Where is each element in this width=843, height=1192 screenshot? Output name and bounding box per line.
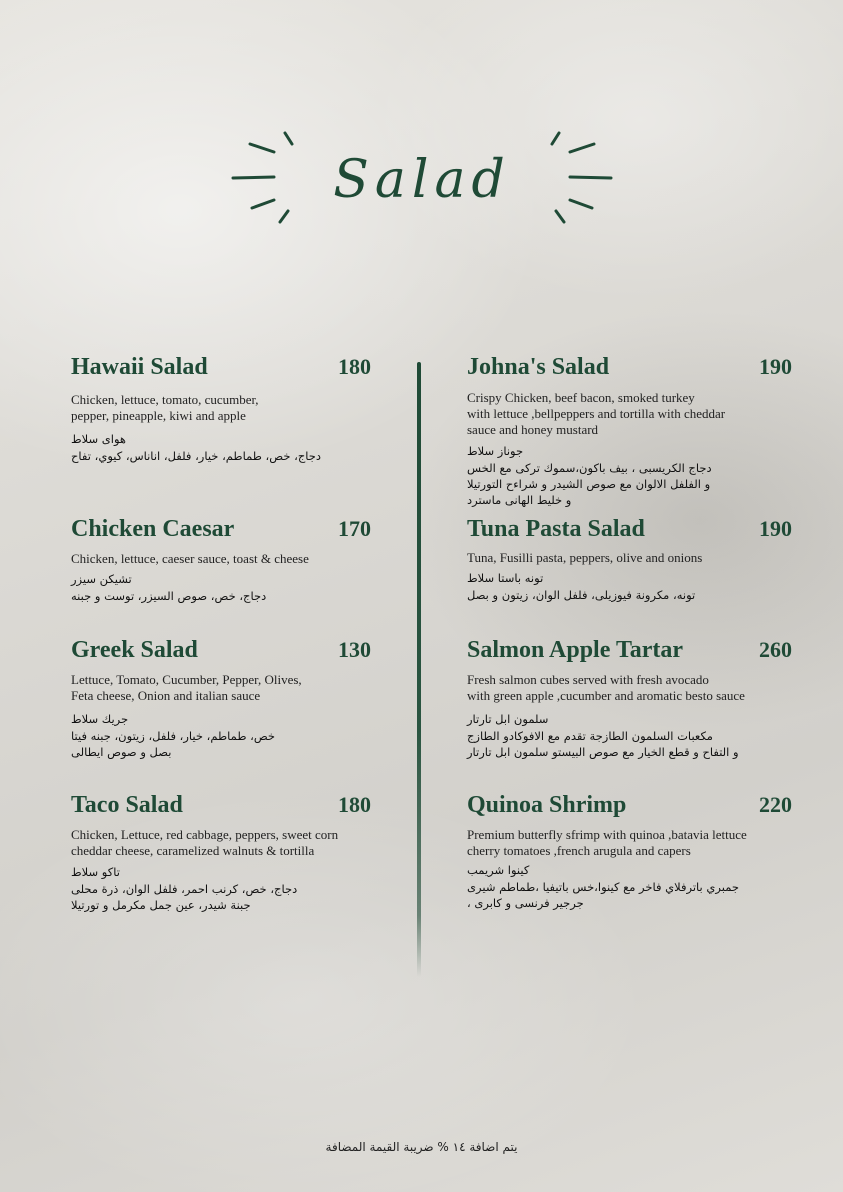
item-description: Lettuce, Tomato, Cucumber, Pepper, Olives, Feta cheese, Onion and italian sauce xyxy=(71,672,302,703)
item-name: Hawaii Salad xyxy=(71,354,208,380)
item-price: 190 xyxy=(759,354,792,379)
item-price: 190 xyxy=(759,516,792,541)
item-price: 220 xyxy=(759,792,792,817)
menu-item-tuna-pasta-salad xyxy=(467,516,792,603)
column-divider xyxy=(417,362,421,977)
item-name: Greek Salad xyxy=(71,637,198,663)
item-arabic-description: دجاج، خص، كرنب احمر، فلفل الوان، ذرة محلى جبنة شيدر، عين جمل مكرمل و تورتيلا xyxy=(71,882,298,912)
item-arabic-name: هواى سلاط xyxy=(71,432,126,446)
item-name: Chicken Caesar xyxy=(71,516,235,542)
menu-item-greek-salad xyxy=(71,637,371,760)
item-price: 260 xyxy=(759,637,792,662)
item-price: 130 xyxy=(338,637,371,662)
item-price: 170 xyxy=(338,516,371,541)
item-arabic-description: دجاج الكريسبى ، بيف باكون،سموك تركى مع الخس و الفلفل الالوان مع صوص الشيدر و شراءح التورتيلا و خليط الهانى ماسترد xyxy=(467,461,712,507)
vat-footer-note: يتم اضافة ١٤ % ضريبة القيمة المضافة xyxy=(325,1140,518,1154)
item-name: Tuna Pasta Salad xyxy=(467,516,645,542)
item-name: Taco Salad xyxy=(71,792,183,818)
item-arabic-name: تونه باستا سلاط xyxy=(467,571,544,585)
item-arabic-description: دجاج، خص، صوص السيزر، توست و جبنه xyxy=(71,589,267,603)
item-description: Chicken, Lettuce, red cabbage, peppers, sweet corn cheddar cheese, caramelized walnuts & tortilla xyxy=(71,827,339,858)
item-arabic-name: كينوا شريمب xyxy=(467,863,530,877)
menu-item-quinoa-shrimp xyxy=(467,792,792,911)
item-price: 180 xyxy=(338,792,371,817)
title-block xyxy=(230,128,614,228)
item-description: Chicken, lettuce, tomato, cucumber, pepper, pineapple, kiwi and apple xyxy=(71,392,259,423)
item-arabic-description: مكعبات السلمون الطازجة تقدم مع الافوكادو الطازج و التفاح و قطع الخيار مع صوص البيستو سلمون ابل تارتار xyxy=(467,729,739,759)
item-arabic-description: خص، طماطم، خيار، فلفل، زيتون، جبنه فيتا بصل و صوص ايطالى xyxy=(71,729,276,759)
item-arabic-name: جوناز سلاط xyxy=(467,444,524,458)
item-name: Salmon Apple Tartar xyxy=(467,637,684,663)
item-arabic-description: دجاج، خص، طماطم، خيار، فلفل، اناناس، كيوي، تفاح xyxy=(71,449,321,463)
item-arabic-name: تاكو سلاط xyxy=(71,865,120,879)
item-arabic-name: تشيكن سيزر xyxy=(71,572,132,586)
item-name: Quinoa Shrimp xyxy=(467,792,627,818)
menu-item-taco-salad xyxy=(71,792,371,913)
menu-item-hawaii-salad xyxy=(71,354,371,464)
menu-item-chicken-caesar xyxy=(71,516,371,604)
item-description: Crispy Chicken, beef bacon, smoked turkey with lettuce ,bellpeppers and tortilla with cheddar sauce and honey mustard xyxy=(467,390,726,437)
menu-title: Salad xyxy=(333,150,511,210)
item-name: Johna's Salad xyxy=(467,354,610,380)
item-description: Fresh salmon cubes served with fresh avocado with green apple ,cucumber and aromatic besto sauce xyxy=(467,672,745,703)
item-arabic-name: جريك سلاط xyxy=(71,712,129,726)
item-arabic-description: جمبري باترفلاي فاخر مع كينوا،خس باتيفيا ،طماطم شيرى ، جرجير فرنسى و كابرى xyxy=(467,880,739,910)
item-description: Premium butterfly sfrimp with quinoa ,batavia lettuce cherry tomatoes ,french arugula and capers xyxy=(467,827,747,858)
item-description: Tuna, Fusilli pasta, peppers, olive and onions xyxy=(467,550,703,565)
item-arabic-name: سلمون ابل تارتار xyxy=(467,712,549,726)
item-description: Chicken, lettuce, caeser sauce, toast & cheese xyxy=(71,551,309,566)
menu-item-johnas-salad xyxy=(467,354,792,508)
menu-item-salmon-apple-tartar xyxy=(467,637,792,760)
item-arabic-description: تونه، مكرونة فيوزيلى، فلفل الوان، زيتون و بصل xyxy=(467,588,696,602)
item-price: 180 xyxy=(338,354,371,379)
